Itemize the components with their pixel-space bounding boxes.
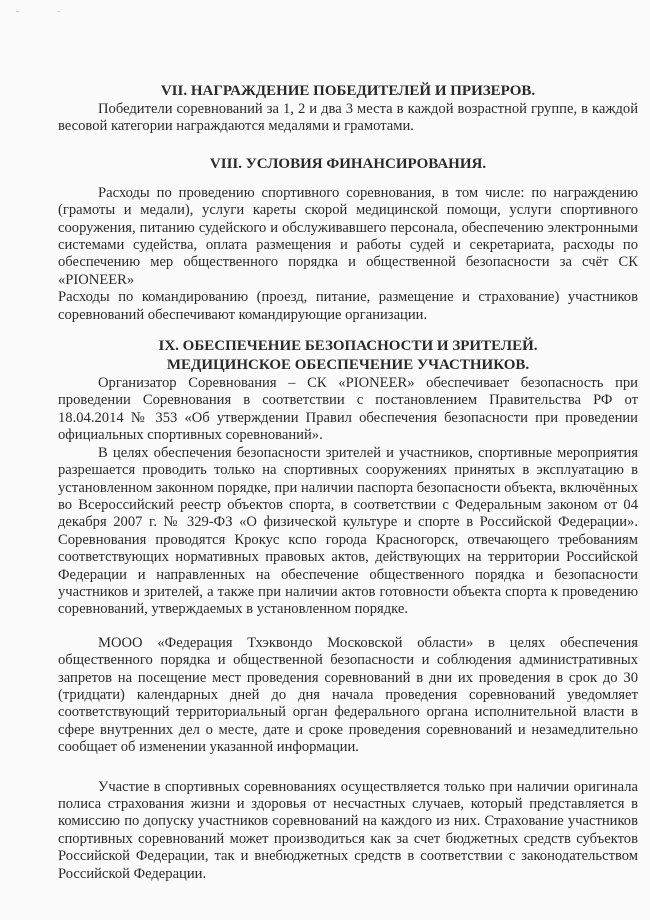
- section-financing: [58, 155, 638, 324]
- section-safety-title-line-2: МЕДИЦИНСКОЕ ОБЕСПЕЧЕНИЕ УЧАСТНИКОВ.: [166, 357, 530, 374]
- scan-corner-marks: - -: [16, 6, 79, 16]
- section-awards: [58, 82, 638, 136]
- section-financing-paragraph-2: Расходы по командированию (проезд, питание, размещение и страхование) участников соревнований обеспечивают командирующие организации.: [58, 289, 638, 323]
- section-awards-title: VII. НАГРАЖДЕНИЕ ПОБЕДИТЕЛЕЙ И ПРИЗЕРОВ.: [160, 83, 536, 99]
- section-financing-title: VIII. УСЛОВИЯ ФИНАНСИРОВАНИЯ.: [209, 155, 487, 172]
- section-safety-paragraph-1: Организатор Соревнования – СК «PIONEER» обеспечивает безопасность при проведении Соревнования в соответствии с постановлением Правительства РФ от 18.04.2014 № 353 «Об утверждении Правил обеспечения безопасности при проведении официальных спортивных соревнований».: [58, 375, 638, 444]
- section-safety-title-line-1: IX. ОБЕСПЕЧЕНИЕ БЕЗОПАСНОСТИ И ЗРИТЕЛЕЙ.: [158, 338, 538, 355]
- section-safety-paragraph-2: В целях обеспечения безопасности зрителей и участников, спортивные мероприятия разрешается проводить только на спортивных сооружениях принятых в эксплуатацию в установленном законном порядке, при наличии паспорта безопасности объекта, включённых во Всероссийский реестр объектов спорта, в соответствии с Федеральным законом от 04 декабря 2007 г. № 329-ФЗ «О физической культуре и спорте в Российской Федерации». Соревнования проводятся Крокус кспо города Красногорск, отвечающего требованиям соответствующих нормативных правовых актов, действующих на территории Российской Федерации и направленных на обеспечение общественного порядка и безопасности участников и зрителей, а также при наличии актов готовности объекта спорта к проведению соревнований, утверждаемых в установленном порядке.: [58, 444, 638, 618]
- section-awards-paragraph: Победители соревнований за 1, 2 и два 3 места в каждой возрастной группе, в каждой весовой категории награждаются медалями и грамотами.: [58, 101, 638, 135]
- section-safety: [58, 337, 638, 883]
- section-financing-paragraph-1: Расходы по проведению спортивного соревнования, в том числе: по награждению (грамоты и медали), услуги кареты скорой медицинской помощи, услуги спортивного сооружения, питанию судейского и обслуживавшего персонала, обеспечению электронными системами судейства, оплата размещения и работы судей и секретариата, расходы по обеспечению мер общественного порядка и общественной безопасности за счёт СК «PIONEER»: [58, 184, 638, 288]
- section-safety-paragraph-4: Участие в спортивных соревнованиях осуществляется только при наличии оригинала полиса страхования жизни и здоровья от несчастных случаев, который представляется в комиссию по допуску участников соревнований на каждого из них. Страхование участников спортивных соревнований может производиться как за счет бюджетных средств субъектов Российской Федерации, так и внебюджетных средств в соответствии с законодательством Российской Федерации.: [58, 778, 638, 882]
- document-page: [58, 78, 638, 883]
- section-safety-paragraph-3: МООО «Федерация Тхэквондо Московской области» в целях обеспечения общественного порядка и общественной безопасности и соблюдения административных запретов на посещение мест проведения соревнований в дни их проведения в срок до 30 (тридцати) календарных дней до дня начала проведения соревнований уведомляет соответствующий территориальный орган федерального органа исполнительной власти в сфере внутренних дел о месте, дате и сроке проведения соревнований и незамедлительно сообщает об изменении указанной информации.: [58, 634, 638, 756]
